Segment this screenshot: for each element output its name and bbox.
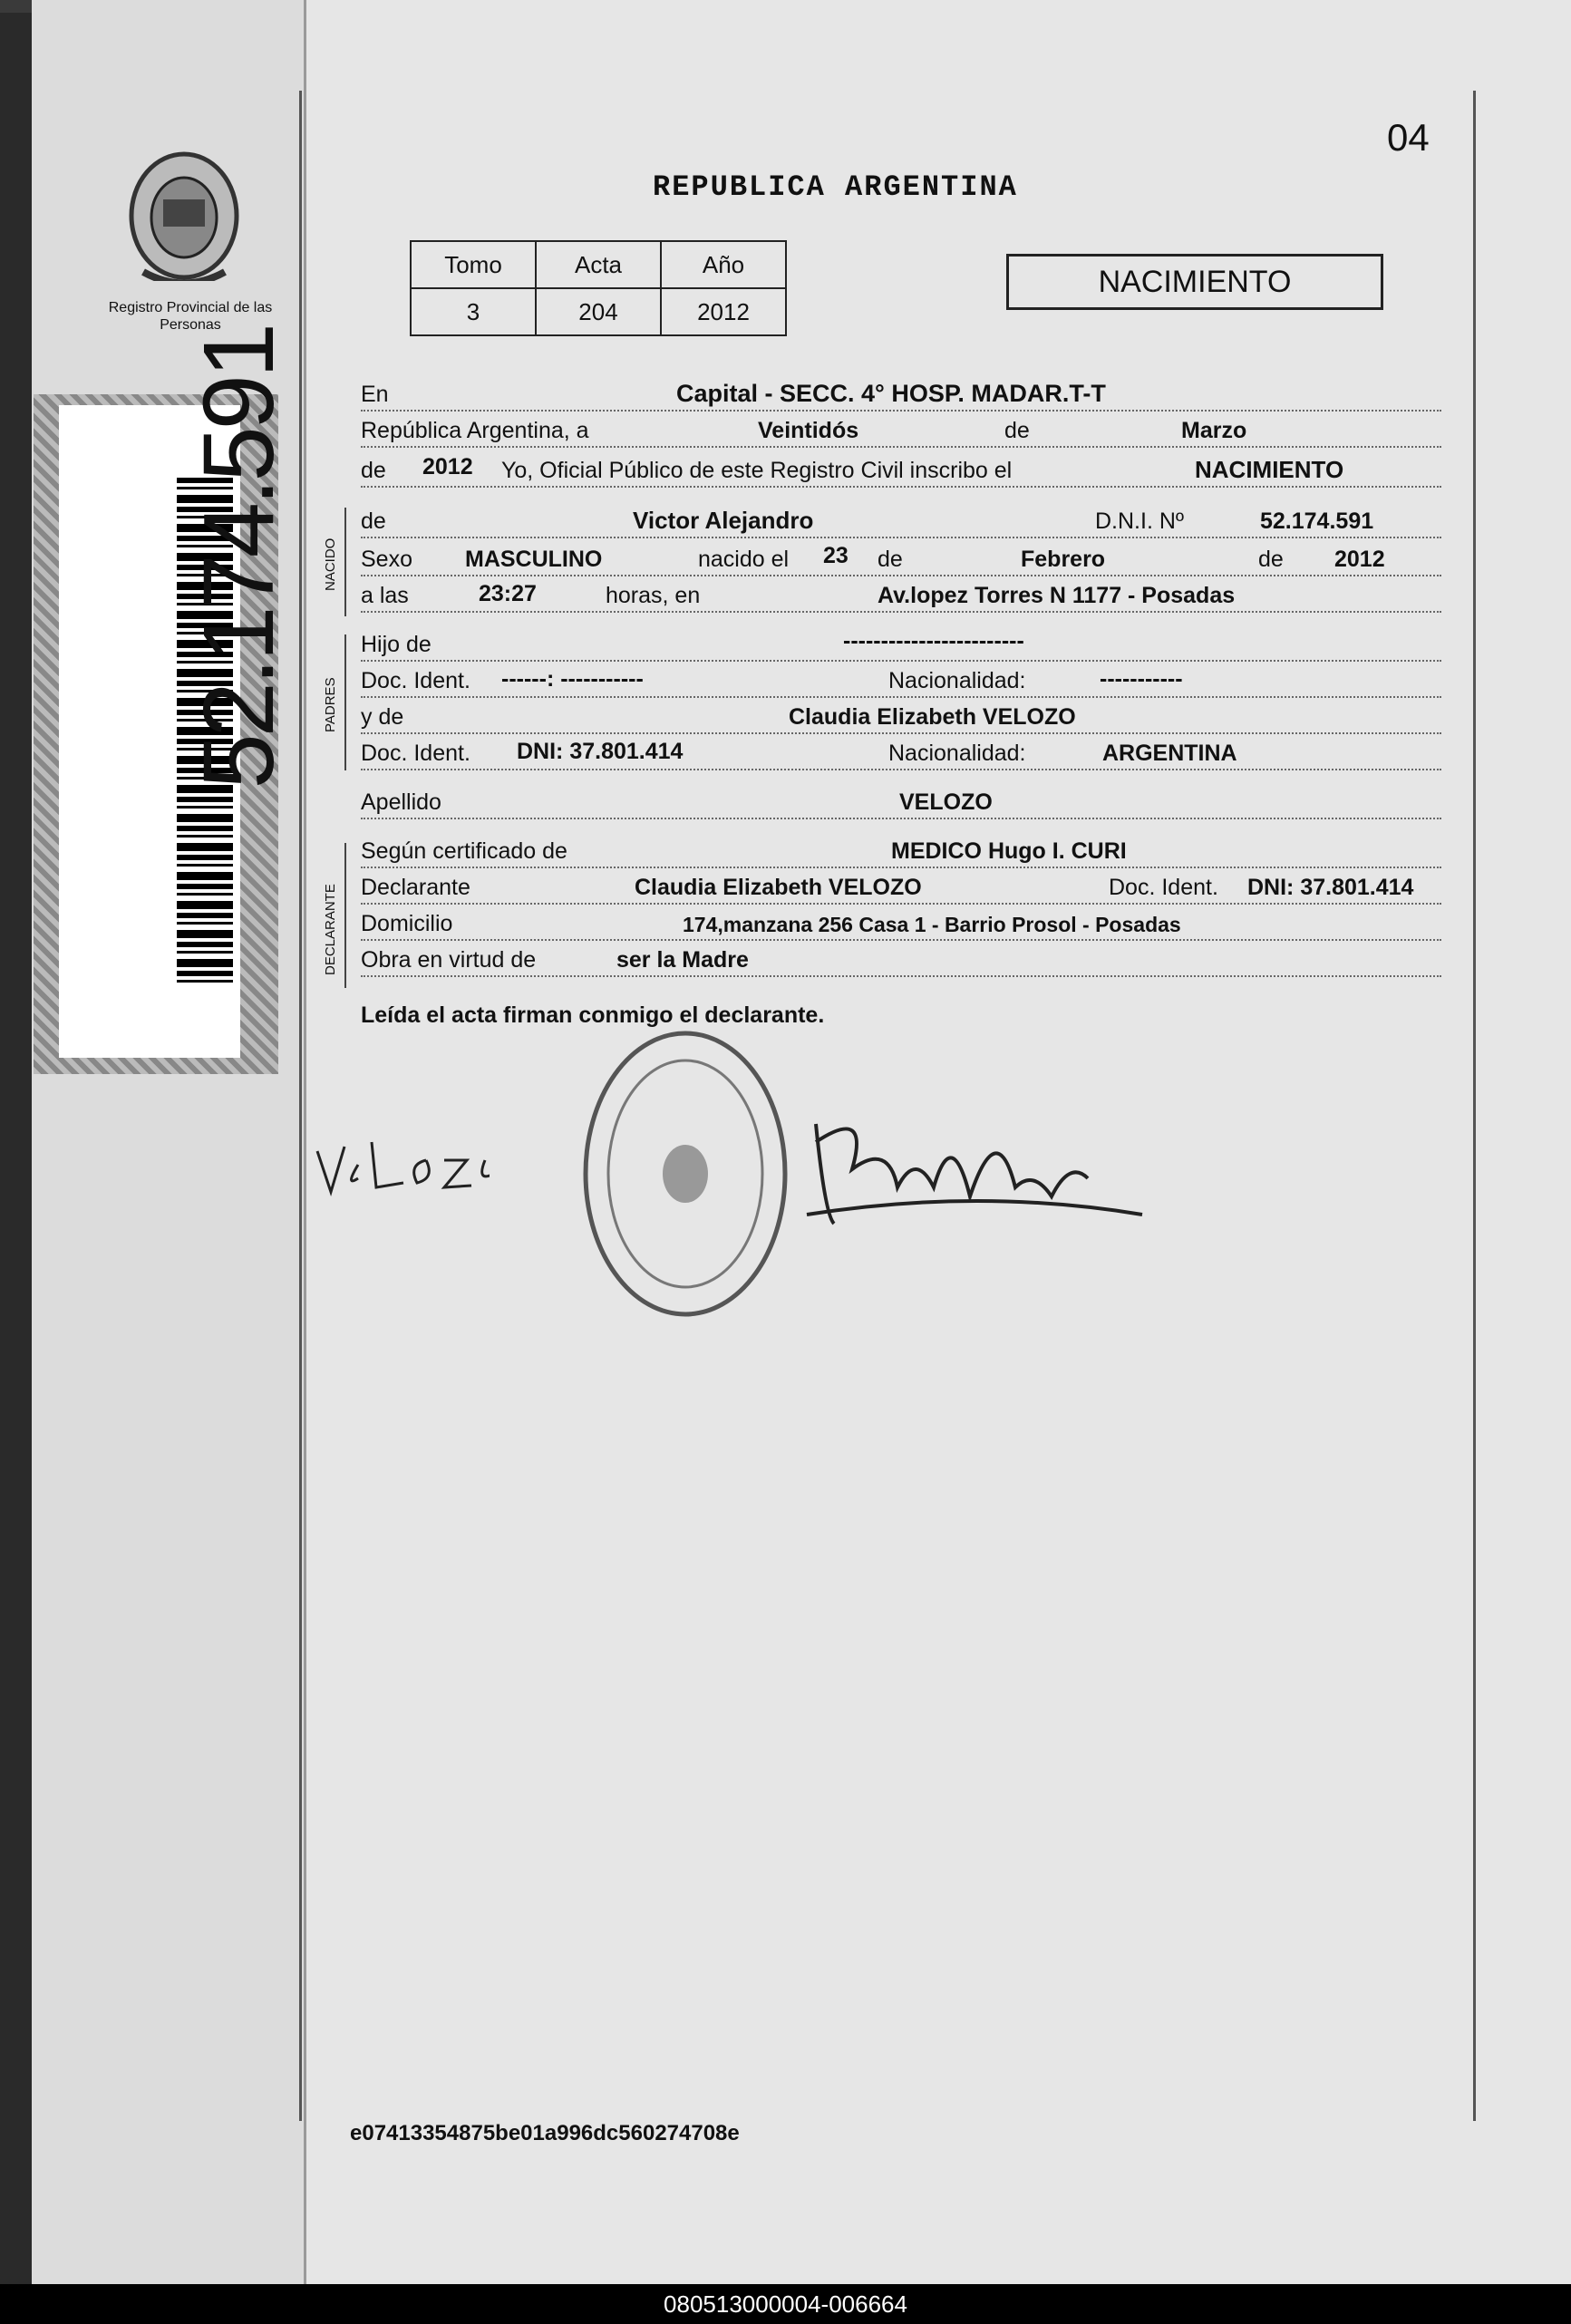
signature-icon — [798, 1088, 1160, 1251]
value-mes: Marzo — [1181, 418, 1247, 443]
label-republica: República Argentina, a — [361, 418, 593, 444]
id-number-vertical: 52.174.591 — [183, 326, 295, 789]
bracket-nacido — [344, 508, 346, 616]
tomo-value: 3 — [411, 288, 536, 335]
side-label-declarante: DECLARANTE — [323, 884, 338, 975]
row-hijo — [361, 628, 1441, 667]
value-sexo: MASCULINO — [465, 547, 603, 572]
label-domicilio: Domicilio — [361, 911, 456, 937]
row-doc2 — [361, 740, 1441, 776]
label-en: En — [361, 382, 393, 408]
value-decl-doc: DNI: 37.801.414 — [1247, 875, 1414, 900]
label-doc: Doc. Ident. — [1109, 875, 1222, 901]
row-en — [361, 381, 1441, 417]
document-hash: e07413354875be01a996dc560274708e — [350, 2121, 740, 2145]
value-domicilio: 174,manzana 256 Casa 1 - Barrio Prosol - Posadas — [683, 913, 1181, 936]
row-doc1 — [361, 667, 1441, 703]
row-certificado — [361, 838, 1441, 874]
value-lugar: Av.lopez Torres N 1177 - Posadas — [878, 583, 1236, 608]
value-nac2: ARGENTINA — [1102, 741, 1237, 766]
label-de: de — [361, 508, 390, 535]
official-stamp-icon — [577, 1024, 794, 1323]
label-hijo: Hijo de — [361, 632, 435, 658]
value-hora: 23:27 — [479, 581, 537, 606]
row-declarante — [361, 874, 1441, 910]
label-de: de — [1258, 547, 1287, 573]
row-domicilio — [361, 910, 1441, 946]
tomo-table — [410, 240, 787, 336]
value-dia: Veintidós — [758, 418, 859, 443]
value-nombre: Victor Alejandro — [633, 507, 814, 534]
label-declarante: Declarante — [361, 875, 474, 901]
label-de: de — [878, 547, 907, 573]
row-hora — [361, 582, 1441, 618]
page-title: REPUBLICA ARGENTINA — [653, 170, 1018, 204]
acta-header: Acta — [536, 241, 661, 288]
label-doc: Doc. Ident. — [361, 741, 474, 767]
value-madre: Claudia Elizabeth VELOZO — [789, 704, 1076, 730]
bracket-declarante — [344, 843, 346, 988]
row-apellido — [361, 789, 1441, 825]
label-doc: Doc. Ident. — [361, 668, 474, 694]
footer-code: 080513000004-006664 — [0, 2284, 1571, 2324]
label-alas: a las — [361, 583, 412, 609]
province-seal-icon — [116, 145, 252, 281]
value-certificado: MEDICO Hugo I. CURI — [891, 838, 1127, 864]
label-de: de — [361, 458, 390, 484]
label-yo: Yo, Oficial Público de este Registro Civil inscribo el — [501, 458, 1015, 484]
page-number: 04 — [1387, 116, 1430, 159]
value-hijo: ------------------------ — [843, 628, 1024, 654]
label-certificado: Según certificado de — [361, 838, 571, 865]
acta-type: NACIMIENTO — [1006, 254, 1383, 310]
value-nac-mes: Febrero — [1021, 547, 1106, 572]
value-dni: 52.174.591 — [1260, 508, 1374, 534]
row-nombre — [361, 508, 1441, 544]
value-doc1: ------: ----------- — [501, 666, 644, 692]
side-label-padres: PADRES — [323, 677, 338, 732]
label-nacionalidad: Nacionalidad: — [888, 668, 1030, 694]
row-anio — [361, 454, 1441, 493]
bracket-padres — [344, 634, 346, 770]
row-sexo — [361, 543, 1441, 582]
row-madre — [361, 703, 1441, 740]
value-anio: 2012 — [422, 454, 473, 479]
label-sexo: Sexo — [361, 547, 416, 573]
value-inscribo: NACIMIENTO — [1195, 456, 1344, 483]
row-obra — [361, 946, 1441, 983]
label-de: de — [1004, 418, 1033, 444]
label-dni: D.N.I. Nº — [1095, 508, 1188, 535]
registro-label: Registro Provincial de las Personas — [108, 300, 273, 333]
label-obra: Obra en virtud de — [361, 947, 539, 973]
row-republica — [361, 417, 1441, 453]
label-nacido: nacido el — [698, 547, 792, 573]
side-label-nacido: NACIDO — [323, 537, 338, 591]
label-yde: y de — [361, 704, 407, 731]
value-obra: ser la Madre — [616, 947, 749, 973]
tomo-header: Tomo — [411, 241, 536, 288]
anio-header: Año — [661, 241, 786, 288]
label-horas: horas, en — [606, 583, 703, 609]
acta-value: 204 — [536, 288, 661, 335]
closing-statement: Leída el acta firman conmigo el declarante. — [361, 1002, 825, 1028]
value-doc2: DNI: 37.801.414 — [517, 739, 684, 764]
value-declarante: Claudia Elizabeth VELOZO — [635, 875, 922, 900]
value-nac-anio: 2012 — [1334, 547, 1385, 572]
label-nacionalidad: Nacionalidad: — [888, 741, 1030, 767]
value-nac-dia: 23 — [823, 543, 849, 568]
label-apellido: Apellido — [361, 789, 445, 816]
handwritten-velozo — [308, 1124, 490, 1215]
value-en: Capital - SECC. 4° HOSP. MADAR.T-T — [676, 380, 1106, 407]
value-nac1: ----------- — [1100, 666, 1183, 692]
anio-value: 2012 — [661, 288, 786, 335]
value-apellido: VELOZO — [899, 789, 993, 815]
